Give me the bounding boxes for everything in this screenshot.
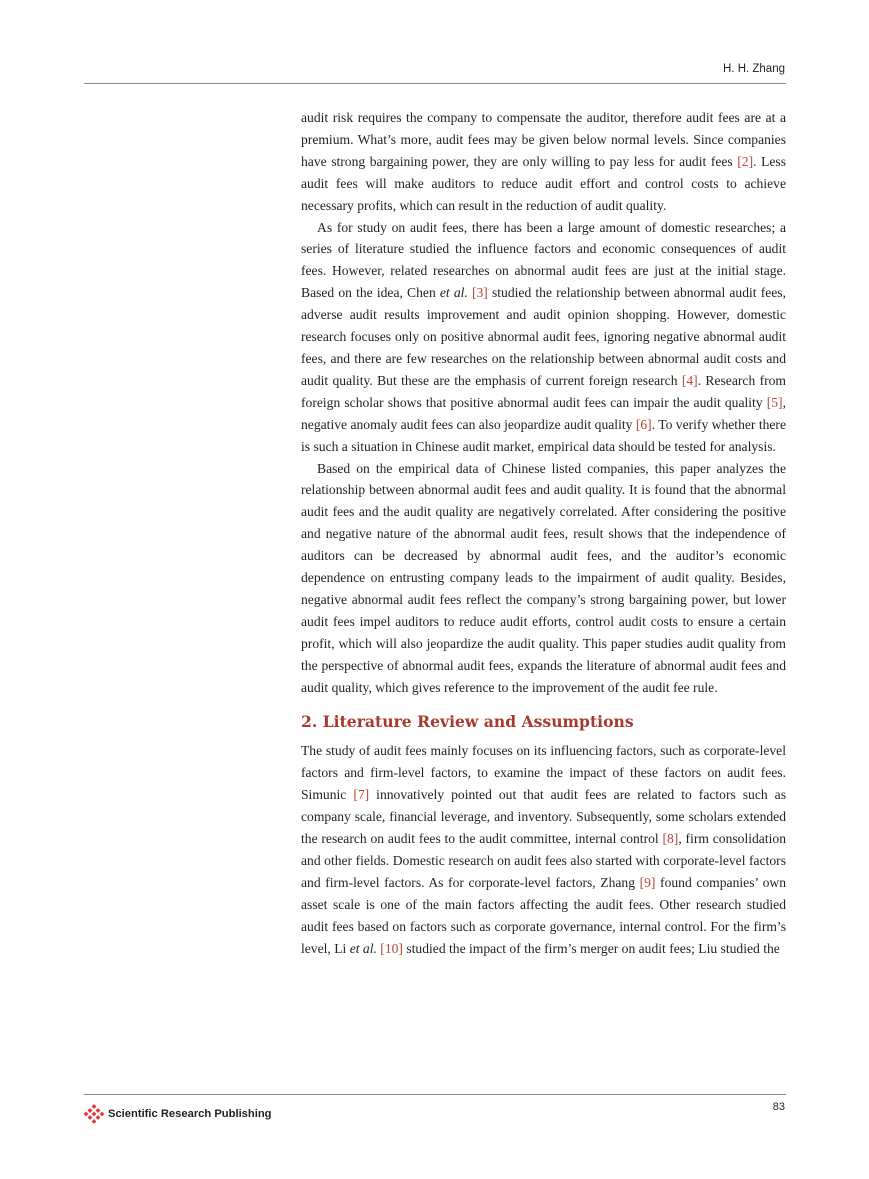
paragraph-text: found companies’ own asset scale is one of the main factors affecting the audit fees. Other research studied audit fees based on factors such as corporate governance, internal control. For the firm’s level, Li <box>301 874 786 956</box>
citation-link[interactable]: [10] <box>380 940 403 956</box>
paragraph-text: As for study on audit fees, there has been a large amount of domestic researches; a series of literature studied the influence factors and economic consequences of audit fees. However, related researches on abnormal audit fees are just at the initial stage. Based on the idea, Chen <box>301 219 786 301</box>
section-heading: 2. Literature Review and Assumptions <box>301 712 634 732</box>
scirp-diamond-logo-icon <box>84 1104 104 1124</box>
section-paragraph <box>301 740 786 959</box>
paragraph-text: studied the relationship between abnormal audit fees, adverse audit results improvement and audit opinion shopping. However, domestic research focuses only on positive abnormal audit fees, ignoring negative abnormal audit fees, and there are few researches on the relationship between abnormal audit costs and audit quality. But these are the emphasis of current foreign research <box>301 285 786 388</box>
citation-link[interactable]: [2] <box>737 153 754 169</box>
paragraph-text: . Research from foreign scholar shows that positive abnormal audit fees can impair the audit quality <box>301 372 786 410</box>
italic-text: et al. <box>349 940 377 956</box>
page-number: 83 <box>772 1101 785 1113</box>
footer-divider <box>84 1094 786 1095</box>
paragraph-text: audit risk requires the company to compensate the auditor, therefore audit fees are at a premium. What’s more, audit fees may be given below normal levels. Since companies have strong bargaining power, they are only willing to pay less for audit fees <box>301 110 786 169</box>
paragraph-text: The study of audit fees mainly focuses on its influencing factors, such as corporate-level factors and firm-level factors, to examine the impact of these factors on audit fees. Simunic <box>301 743 786 803</box>
publisher-brand[interactable] <box>84 1104 272 1124</box>
body-paragraph <box>301 217 786 458</box>
body-paragraph <box>301 107 786 217</box>
header-divider <box>84 83 786 84</box>
paragraph-text: . To verify whether there is such a situation in Chinese audit market, empirical data should be tested for analysis. <box>301 416 786 454</box>
paragraph-text: studied the impact of the firm’s merger on audit fees; Liu studied the <box>402 940 780 956</box>
citation-link[interactable]: [7] <box>353 787 370 803</box>
article-body <box>301 107 786 960</box>
citation-link[interactable]: [4] <box>681 372 698 388</box>
running-header-author: H. H. Zhang <box>723 63 785 75</box>
citation-link[interactable]: [5] <box>766 394 783 410</box>
paragraph-text: Based on the empirical data of Chinese listed companies, this paper analyzes the relationship between abnormal audit fees and audit quality. It is found that the abnormal audit fees and the audit quality are negatively correlated. After considering the positive and negative nature of the abnormal audit fees, result shows that the independence of auditors can be decreased by abnormal audit fees, and the auditor’s economic dependence on entrusting company leads to the impairment of audit quality. Besides, negative abnormal audit fees reflect the company’s strong bargaining power, but lower audit fees impel auditors to reduce audit efforts, control audit costs to ensure a certain profit, which will also jeopardize the audit quality. This paper studies audit quality from the perspective of abnormal audit fees, expands the literature of abnormal audit fees and audit quality, which gives reference to the improvement of the audit fee rule. <box>301 460 786 695</box>
body-paragraph <box>301 458 786 699</box>
paragraph-text: . Less audit fees will make auditors to reduce audit effort and control costs to achieve necessary profits, which can result in the reduction of audit quality. <box>301 153 787 213</box>
publisher-name: Scientific Research Publishing <box>108 1108 272 1120</box>
citation-link[interactable]: [9] <box>639 874 656 890</box>
paragraph-text: , firm consolidation and other fields. Domestic research on audit fees also started with corporate-level factors and firm-level factors. As for corporate-level factors, Zhang <box>301 831 786 890</box>
paragraph-text: innovatively pointed out that audit fees are related to factors such as company scale, financial leverage, and inventory. Subsequently, some scholars extended the research on audit fees to the audit committee, internal control <box>301 787 786 847</box>
citation-link[interactable]: [3] <box>471 285 488 301</box>
paragraph-text: , negative anomaly audit fees can also jeopardize audit quality <box>301 394 786 432</box>
italic-text: et al. <box>439 285 468 301</box>
citation-link[interactable]: [8] <box>662 831 679 847</box>
citation-link[interactable]: [6] <box>635 416 652 432</box>
